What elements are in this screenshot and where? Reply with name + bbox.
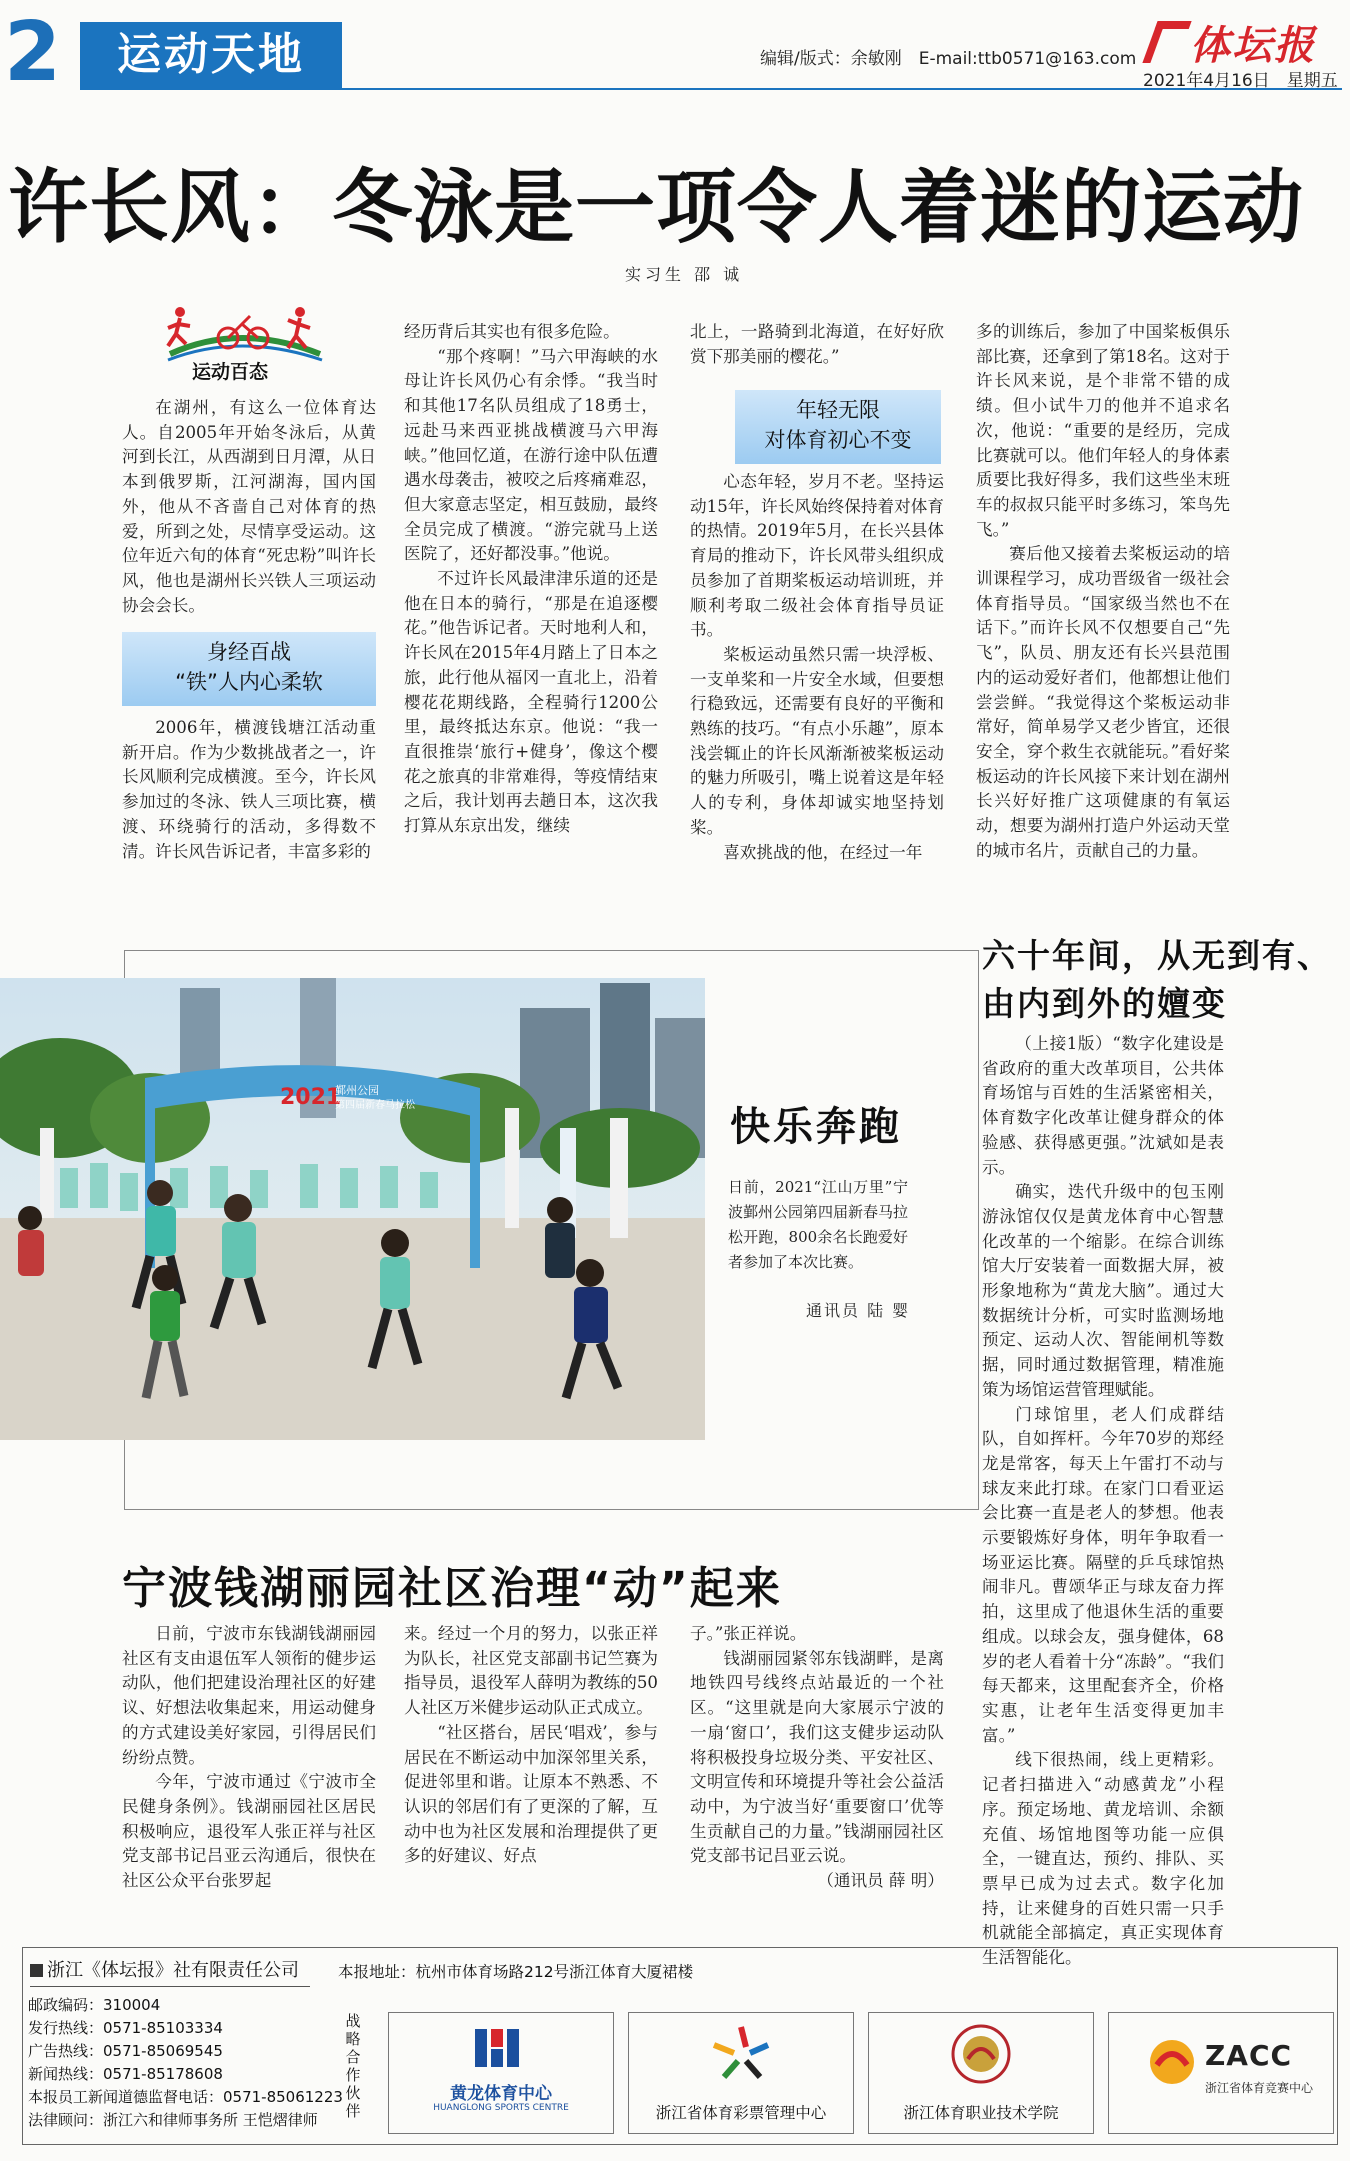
footer-company (30, 1956, 299, 1982)
paragraph: 门球馆里，老人们成群结队，自如挥杆。今年70岁的郑经龙是常客，每天上午雷打不动与球友来此打球。在家门口看亚运会比赛一直是老人的梦想。他表示要锻炼好身体，明年争取看一场亚运比赛。隔壁的乒乓球馆热闹非凡。曹颂华正与球友奋力挥拍，这里成了他退休生活的重要组成。以球会友，强身健体，68岁的老人看着十分“冻龄”。“我们每天都来，这里配套齐全，价格实惠，让老年生活变得更加丰富。” (982, 1404, 1224, 1745)
college-seal-icon (946, 2023, 1016, 2085)
footer-address: 本报地址：杭州市体育场路212号浙江体育大厦裙楼 (338, 1963, 694, 1981)
lead-col1-bottom (122, 716, 376, 864)
huanglong-logo-icon (471, 2023, 531, 2073)
paragraph: 在湖州，有这么一位体育达人。自2005年开始冬泳后，从黄河到长江，从西湖到日月潭，从日本到俄罗斯，江河湖海，国内国外，他从不吝啬自己对体育的热爱，所到之处，尽情享受运动。这位年近六旬的体育“死忠粉”叫许长风，他也是湖州长兴铁人三项运动协会会长。 (122, 398, 376, 615)
ningbo-col2 (404, 1622, 658, 1869)
photo-title: 快乐奔跑 (730, 1104, 902, 1150)
lead-col3-bottom (690, 470, 944, 865)
title-line: 六十年间，从无到有、 (982, 936, 1332, 975)
paragraph: 不过许长风最津津乐道的还是他在日本的骑行，“那是在追逐樱花。”他告诉记者。天时地利人和，许长风在2015年4月踏上了日本之旅，此行他从福冈一直北上，沿着樱花花期线路，全程骑行1200公里，最终抵达东京。他说：“我一直很推崇‘旅行+健身’，像这个樱花之旅真的非常难得，等疫情结束之后，我计划再去趟日本，这次我打算从东京出发，继续 (404, 569, 658, 836)
paragraph: 经历背后其实也有很多危险。 (404, 322, 620, 341)
footer-divider (30, 1986, 310, 1987)
digital-article-title (982, 932, 1332, 1028)
marathon-photo (0, 978, 705, 1440)
paragraph: 钱湖丽园紧邻东钱湖畔，是离地铁四号线终点站最近的一个社区。“这里就是向大家展示宁波的一扇‘窗口’，我们这支健步运动队将积极投身垃圾分类、平安社区、文明宣传和环境提升等社会公益活动中，为宁波当好‘重要窗口’优等生贡献自己的力量。”钱湖丽园社区党支部书记吕亚云说。 (690, 1648, 944, 1866)
ningbo-col1 (122, 1622, 376, 1894)
lead-col3-top (690, 320, 944, 369)
lead-headline: 许长风：冬泳是一项令人着迷的运动 (8, 161, 1304, 254)
newspaper-name: 体坛报 (1190, 22, 1316, 69)
lead-col1-top (122, 396, 376, 618)
paragraph: 确实，迭代升级中的包玉刚游泳馆仅仅是黄龙体育中心智慧化改革的一个缩影。在综合训练馆大厅安装着一面数据大屏，被形象地称为“黄龙大脑”。通过大数据统计分析，可实时监测场地预定、运动人次、智能闸机等数据，同时通过数据管理，精准施策为场馆运营管理赋能。 (982, 1182, 1224, 1399)
paragraph: 2006年，横渡钱塘江活动重新开启。作为少数挑战者之一，许长风顺利完成横渡。至今，许长风参加过的冬泳、铁人三项比赛，横渡、环绕骑行的活动，多得数不清。许长风告诉记者，丰富多彩的 (122, 718, 376, 861)
lead-col2 (404, 320, 658, 839)
editor-info: 编辑/版式：余敏刚 E-mail:ttb0571@163.com (760, 49, 1137, 69)
sports-column-logo-text: 运动百态 (192, 361, 269, 383)
header-divider (80, 88, 1342, 90)
paragraph: 线下很热闹，线上更精彩。记者扫描进入“动感黄龙”小程序。预定场地、黄龙培训、余额充值、场馆地图等功能一应俱全，一键直达，预约、排队、买票早已成为过去式。数字化加持，让来健身的百姓只需一只手机就能全部搞定，真正实现体育生活智能化。 (982, 1750, 1224, 1968)
arch-park-name: 鄞州公园 (335, 1084, 379, 1097)
paragraph: 心态年轻，岁月不老。坚持运动15年，许长风始终保持着对体育的热情。2019年5月，在长兴县体育局的推动下，许长风带头组织成员参加了首期桨板运动培训班，并顺利考取二级社会体育指导员证书。 (690, 472, 944, 640)
logo-mark-icon (1142, 21, 1191, 63)
footer-ethics-phone: 本报员工新闻道德监督电话：0571-85061223 (28, 2088, 343, 2106)
footer-legal-advisor: 法律顾问：浙江六和律师事务所 王恺熠律师 (28, 2111, 318, 2129)
subhead-line: 身经百战 (207, 640, 291, 664)
partner-logo-text: ZACC (1205, 2039, 1293, 2072)
arch-event-name: 第四届新春马拉松 (335, 1100, 415, 1111)
paragraph: “社区搭台，居民‘唱戏’，参与居民在不断运动中加深邻里关系，促进邻里和谐。让原本不熟悉、不认识的邻居们有了更深的了解，互动中也为社区发展和治理提供了更多的好建议、好点 (404, 1722, 658, 1866)
photo-credit: 通讯员 陆 婴 (806, 1301, 911, 1320)
subhead-line: 对体育初心不变 (764, 428, 912, 452)
newspaper-logo (1150, 14, 1316, 71)
company-name: 浙江《体坛报》社有限责任公司 (47, 1960, 299, 1981)
paragraph: 今年，宁波市通过《宁波市全民健身条例》。钱湖丽园社区居民积极响应，退役军人张正祥与社区党支部书记吕亚云沟通后，很快在社区公众平台张罗起 (122, 1772, 376, 1891)
footer-ad-hotline: 广告热线：0571-85069545 (28, 2042, 223, 2060)
paragraph: 日前，宁波市东钱湖钱湖丽园社区有支由退伍军人领衔的健步运动队，他们把建设治理社区的好建议、好想法收集起来，用运动健身的方式建设美好家园，引得居民们纷纷点赞。 (122, 1624, 376, 1767)
partner-subname: HUANGLONG SPORTS CENTRE (433, 2103, 569, 2113)
paragraph: 赛后他又接着去桨板运动的培训课程学习，成功晋级省一级社会体育指导员。“国家级当然也不在话下。”而许长风不仅想要自己“先飞”，队员、朋友还有长兴县范围内的运动爱好者们，他都想让他们尝尝鲜。“我觉得这个桨板运动非常好，简单易学又老少皆宜，还很安全，穿个救生衣就能玩。”看好桨板运动的许长风接下来计划在湖州长兴好好推广这项健康的有氧运动，想要为湖州打造户外运动天堂的城市名片，贡献自己的力量。 (976, 544, 1230, 860)
footer-news-hotline: 新闻热线：0571-85178608 (28, 2065, 223, 2083)
paragraph: 桨板运动虽然只需一块浮板、一支单桨和一片安全水域，但要想行稳致远，还需要有良好的平衡和熟练的技巧。“有点小乐趣”，原本浅尝辄止的许长风渐渐被桨板运动的魅力所吸引，嘴上说着这是年轻人的专利，身体却诚实地坚持划桨。 (690, 644, 944, 837)
square-bullet-icon (30, 1964, 43, 1977)
page-number: 2 (4, 5, 62, 100)
ningbo-article-title: 宁波钱湖丽园社区治理“动”起来 (122, 1563, 782, 1614)
arch-year: 2021 (280, 1085, 342, 1110)
title-line: 由内到外的嬗变 (982, 984, 1227, 1023)
partner-huanglong (388, 2012, 614, 2134)
ningbo-credit: （通讯员 薛 明） (817, 1871, 944, 1891)
paragraph: （上接1版）“数字化建设是省政府的重大改革项目，公共体育场馆与百姓的生活紧密相关，体育数字化改革让健身群众的体验感、获得感更强。”沈斌如是表示。 (982, 1034, 1224, 1177)
partner-label: 战略合作伙伴 (345, 2012, 361, 2120)
partner-name: 浙江省体育彩票管理中心 (655, 2104, 827, 2122)
partner-competition-center (1108, 2012, 1334, 2134)
paragraph: 子。”张正祥说。 (690, 1624, 807, 1643)
paragraph: 多的训练后，参加了中国桨板俱乐部比赛，还拿到了第18名。这对于许长风来说，是个非常不错的成绩。但小试牛刀的他并不追求名次，他说：“重要的是经历，完成比赛就可以。他们年轻人的身体素质要比我好得多，我们这些坐末班车的叔叔只能平时多练习，笨鸟先飞。” (976, 322, 1230, 539)
competition-center-logo-icon (1145, 2035, 1199, 2089)
photo-caption: 日前，2021“江山万里”宁波鄞州公园第四届新春马拉松开跑，800余名长跑爱好者参加了本次比赛。 (728, 1178, 909, 1271)
sports-column-logo (150, 302, 338, 388)
lottery-star-icon (706, 2023, 776, 2083)
partner-name: 黄龙体育中心 (450, 2084, 552, 2104)
paragraph: 来。经过一个月的努力，以张正祥为队长，社区党支部副书记竺赛为指导员，退役军人薛明为教练的50人社区万米健步运动队正式成立。 (404, 1624, 658, 1718)
lead-byline: 实习生 邵 诚 (625, 265, 744, 284)
digital-article-body (982, 1032, 1224, 1971)
issue-date: 2021年4月16日 星期五 (1143, 71, 1338, 91)
subhead-iron-man (122, 632, 376, 706)
paragraph: “那个疼啊！”马六甲海峡的水母让许长风仍心有余悸。“我当时和其他17名队员组成了18勇士，远赴马来西亚挑战横渡马六甲海峡。”他回忆道，在游行途中队伍遭遇水母袭击，被咬之后疼痛难忍，但大家意志坚定，相互鼓励，最终全员完成了横渡。“游完就马上送医院了，还好都没事。”他说。 (404, 346, 658, 564)
subhead-line: 年轻无限 (796, 398, 880, 422)
partner-name: 浙江体育职业技术学院 (903, 2104, 1059, 2122)
subhead-line: “铁”人内心柔软 (175, 670, 323, 694)
paragraph: 喜欢挑战的他，在经过一年 (723, 842, 923, 862)
section-title: 运动天地 (80, 22, 342, 88)
subhead-young (735, 390, 941, 464)
partner-sports-college (868, 2012, 1094, 2134)
partner-lottery (628, 2012, 854, 2134)
partner-name: 浙江省体育竞赛中心 (1205, 2081, 1314, 2095)
footer-distribution-hotline: 发行热线：0571-85103334 (28, 2019, 223, 2037)
paragraph: 北上，一路骑到北海道，在好好欣赏下那美丽的樱花。” (690, 322, 944, 366)
footer-postcode: 邮政编码：310004 (28, 1996, 161, 2014)
lead-col4 (976, 320, 1230, 863)
ningbo-col3 (690, 1622, 944, 1894)
